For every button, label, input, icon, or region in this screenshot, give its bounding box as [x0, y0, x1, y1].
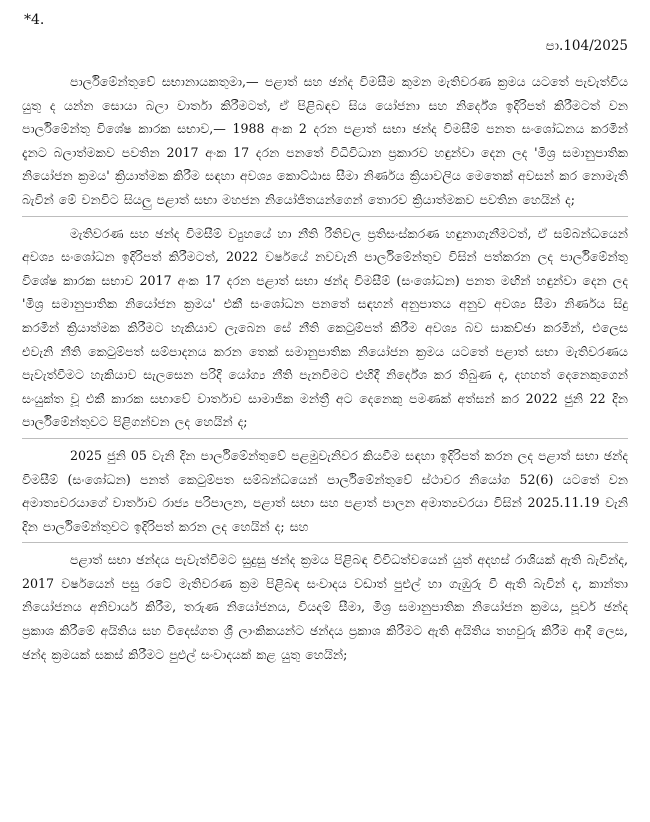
reference-number: පා.104/2025 [545, 38, 628, 54]
page-marker: *4. [24, 12, 45, 28]
paragraph-4: පළාත් සභා ඡන්දය පැවැත්වීමට සුදුසු ඡන්ද ක්‍රමය පිළිබඳ විවිධත්වයෙන් යුත් අදහස් රාශියක් ඇති බැවින්ද, 2017 වර්ෂයෙන් පසු රටේ මැතිවරණ ක්‍රම පිළිබඳ සංවාදය වඩාත් පුළුල් හා ගැඹුරු වී ඇති බැවින් ද, කාන්තා නියෝජනය අනිවාර්ය කිරීම, තරුණ නියෝජනය, වියදම් සීමා, මිශ්‍ර සමානුපාතික නියෝජන ක්‍රමය, පූර්ව ඡන්ද ප්‍රකාශ කිරීමේ අයිතිය සහ විදෙස්ගත ශ්‍රී ලාංකිකයන්ට ඡන්දය ප්‍රකාශ කිරීමට ඇති අයිතිය තහවුරු කිරීම ආදී ලෙස, ඡන්ද ක්‍රමයක් සකස් කිරීමට පුළුල් සංවාදයක් කළ යුතු හෙයින්; [22, 552, 628, 662]
paragraph-divider [22, 216, 628, 217]
paragraph-2: මැතිවරණ සහ ඡන්ද විමසීම් ව්‍යුහයේ හා නීති රීතිවල ප්‍රතිසංස්කරණ හඳුනාගැනීමටත්, ඒ සම්බන්ධයෙන් අවශ්‍ය සංශෝධන ඉදිරිපත් කිරීමටත්, 2022 වර්ෂයේ නවවැනි පාර්ලිමේන්තුව විසින් පත්කරන ලද පාර්ලිමේන්තු විශේෂ කාරක සභාව 2017 අංක 17 දරන පළාත් සභා ඡන්ද විමසීම් (සංශෝධන) පනත මඟින් හඳුන්වා දෙන ලද 'මිශ්‍ර සමානුපාතික නියෝජන ක්‍රමය' එකී සංශෝධන පනතේ සඳහන් අනුපාතය අනුව අවශ්‍ය සීමා නිර්ණය සිදු කරමින් ක්‍රියාත්මක කිරීමට හැකියාව ලැබෙන සේ නීති කෙටුම්පත් කිරීම අවශ්‍ය බව සාකච්ඡා කරමින්, එලෙස එවැනි නීති කෙටුම්පත් සම්පාදනය කරන තෙක් සමානුපාතික නියෝජන ක්‍රමය යටතේ පළාත් සභා මැතිවරණය පැවැත්වීමට හැකියාව සැලසෙන පරිදි යෝග්‍ය නීති පැනවීමට එහිදී නිර්දේශ කර තිබුණ ද, දහහත් දෙනෙකුගෙන් සංයුක්ත වූ එකී කාරක සභාවේ වාර්තාව සාමාජික මන්ත්‍රී අට දෙනෙකු පමණක් අත්සන් කර 2022 ජුනි 22 දින පාර්ලිමේන්තුවට පිළිගන්වන ලද හෙයින් ද; [22, 225, 628, 430]
paragraph-divider [22, 542, 628, 543]
paragraph-1: පාර්ලිමේන්තුවේ සභානායකතුමා,— පළාත් සහ ඡන්ද විමසීම කුමන මැතිවරණ ක්‍රමය යටතේ පැවැත්විය යුතු ද යන්න සොයා බලා වාර්තා කිරීමටත්, ඒ පිළිබඳව සිය යෝජනා සහ නිර්දේශ ඉදිරිපත් කිරීමටත් වන පාර්ලිමේන්තු විශේෂ කාරක සභාව,— 1988 අංක 2 දරන පළාත් සභා ඡන්ද විමසීම් පනත සංශෝධනය කරමින් දැනට බලාත්මකව පවතින 2017 අංක 17 දරන පනතේ විධිවිධාන ප්‍රකාරව හඳුන්වා දෙන ලද 'මිශ්‍ර සමානුපාතික නියෝජන ක්‍රමය' ක්‍රියාත්මක කිරීම සඳහා අවශ්‍ය කොට්ඨාස සීමා නිර්ණය ක්‍රියාවලිය මෙතෙක් අවසන් කර නොමැති බැවින් මේ වනවිට සියලු පළාත් සභා මහජන නියෝජිතයන්ගෙන් තොරව ක්‍රියාත්මකව පවතින හෙයින් ද; [22, 74, 628, 207]
paragraph-divider [22, 438, 628, 439]
paragraph-3: 2025 ජුනි 05 වැනි දින පාර්ලිමේන්තුවේ පළමුවැනිවර කියවීම සඳහා ඉදිරිපත් කරන ලද පළාත් සභා ඡන්ද විමසීම් (සංශෝධන) පනත් කෙටුම්පත සම්බන්ධයෙන් පාර්ලිමේන්තුවේ ස්ථාවර නියෝග 52(6) යටතේ වන අමාත්‍යවරයාගේ වාර්තාව රාජ්‍ය පරිපාලන, පළාත් සභා සහ පළාත් පාලන අමාත්‍යවරයා විසින් 2025.11.19 වැනි දින පාර්ලිමේන්තුවට ඉදිරිපත් කරන ලද හෙයින් ද; සහ [22, 447, 628, 534]
